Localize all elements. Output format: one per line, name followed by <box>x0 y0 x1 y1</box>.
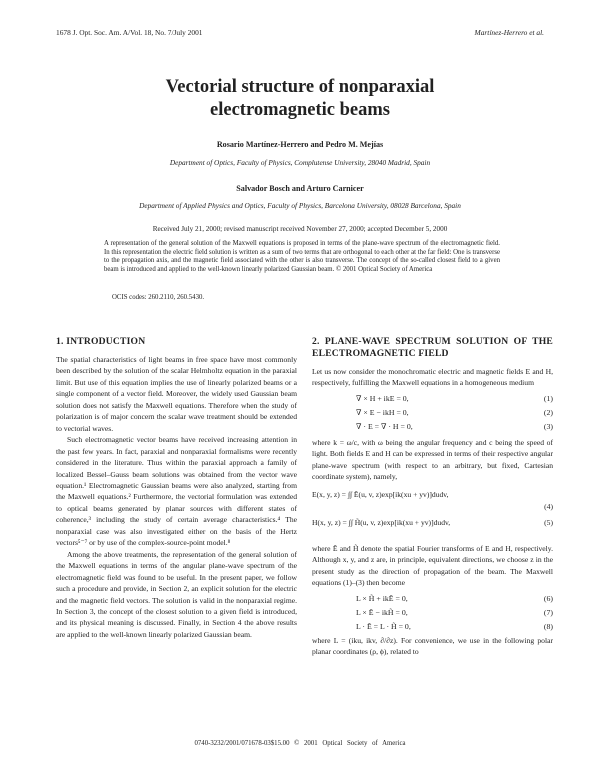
equation-2-body: ∇ × E − ikH = 0, <box>356 407 409 417</box>
equation-5 <box>312 511 553 539</box>
equation-6 <box>312 593 553 607</box>
received-dates: Received July 21, 2000; revised manuscript received November 27, 2000; accepted December 5, 2000 <box>152 225 448 233</box>
equation-5-body: H(x, y, z) = ∫∫ H̃(u, v, z)exp[ik(xu + yv)]dudv, <box>312 517 451 527</box>
authors-group-2: Salvador Bosch and Arturo Carnicer <box>236 184 364 193</box>
equation-3-number: (3) <box>543 421 553 431</box>
right-column <box>312 336 553 657</box>
section-2-paragraph-3: where Ẽ and H̃ denote the spatial Fourier transforms of E and H, respectively. Although x, y, and z are, in principle, equivalent directions, we choose z in the present study as the direction of propagation of the beam. The Maxwell equations (1)–(3) then become <box>312 543 553 588</box>
equation-3-body: ∇ · E = ∇ · H = 0, <box>356 421 413 431</box>
equation-7-number: (7) <box>543 607 553 617</box>
running-header <box>56 28 544 40</box>
equation-5-number: (5) <box>544 517 553 527</box>
title-line-1: Vectorial structure of nonparaxial <box>165 77 435 97</box>
equation-6-number: (6) <box>543 593 553 603</box>
section-2-heading: 2. PLANE-WAVE SPECTRUM SOLUTION OF THE ELECTROMAGNETIC FIELD <box>312 336 553 359</box>
equation-2 <box>312 407 553 421</box>
ocis-codes: OCIS codes: 260.2110, 260.5430. <box>112 294 205 301</box>
equation-1 <box>312 393 553 407</box>
equation-4 <box>312 483 553 511</box>
journal-citation: 1678 J. Opt. Soc. Am. A/Vol. 18, No. 7/July 2001 <box>56 28 203 37</box>
equation-2-number: (2) <box>543 407 553 417</box>
equation-7 <box>312 607 553 621</box>
equation-1-body: ∇ × H + ikE = 0, <box>356 393 409 403</box>
left-column <box>56 336 297 640</box>
equation-4-number: (4) <box>544 501 553 511</box>
equation-8 <box>312 621 553 635</box>
intro-paragraph-3: Among the above treatments, the representation of the general solution of the Maxwell equations in terms of the angular plane-wave spectrum of the electromagnetic field was found to be useful. In the present paper, we follow such a procedure and provide, in Section 2, an explicit solution for the electric and the magnetic field vectors. The solution is valid in the nonparaxial regime. In Section 3, the concept of the closest solution to a given field is introduced, and its physical meaning is discussed. Finally, in Section 4 the above results are applied to the well-known linearly polarized Gaussian beam. <box>56 549 297 639</box>
affiliation-1: Department of Optics, Faculty of Physics, Complutense University, 28040 Madrid, Spain <box>169 158 431 167</box>
section-1-heading: 1. INTRODUCTION <box>56 336 146 347</box>
equation-8-number: (8) <box>543 621 553 631</box>
intro-paragraph-2: Such electromagnetic vector beams have received increasing attention in the past few years. In fact, paraxial and nonparaxial formalisms were recently considered in the literature. Thus within the paraxial approach a family of localized Bessel–Gauss beam solutions was obtained from the vector wave equation.¹ Electromagnetic Gaussian beams were also analyzed, starting from the Maxwell equations.² Furthermore, the vectorial formulation was extended to optical beams generated by planar sources with different states of coherence,³ including the study of certain average characteristics.⁴ The nonparaxial case was also investigated either on the basis of the Hertz vectors⁵⁻⁷ or by use of the complex-source-point model.⁸ <box>56 435 297 548</box>
authors-group-1: Rosario Martínez-Herrero and Pedro M. Mejías <box>216 140 384 149</box>
equation-3 <box>312 421 553 435</box>
section-2-paragraph-4: where L = (iku, ikv, ∂/∂z). For convenience, we use in the following polar planar coordinates (ρ, ϕ), related to <box>312 635 553 656</box>
equation-7-body: L × Ẽ − ikH̃ = 0, <box>356 607 408 617</box>
affiliation-2: Department of Applied Physics and Optics, Faculty of Physics, Barcelona University, 08028 Barcelona, Spain <box>139 201 461 210</box>
equation-4-body: E(x, y, z) = ∫∫ Ẽ(u, v, z)exp[ik(xu + yv)]dudv, <box>312 489 449 499</box>
equation-6-body: L × H̃ + ikẼ = 0, <box>356 593 408 603</box>
abstract: A representation of the general solution of the Maxwell equations is proposed in terms of the plane-wave spectrum of the electromagnetic field. In this representation the electric field solution is written as a sum of two terms that are orthogonal to each other at the far field: One is transverse to the propagation axis, and the magnetic field associated with the other is also transverse. The concept of the so-called closest field to a given beam is introduced and applied to the well-known linearly polarized Gaussian beam. © 2001 Optical Society of America <box>104 240 500 273</box>
intro-paragraph-1: The spatial characteristics of light beams in free space have most commonly been described by the solution of the scalar Helmholtz equation in the paraxial limit. But use of this equation implies the use of linearly polarized beams or a single component of a vector field. Moreover, the widely used Gaussian beam solution does not satisfy the Maxwell equations. Therefore when the study of polarization is of major concern the scalar wave treatment should be extended to vectorial waves. <box>56 355 297 433</box>
section-2-paragraph-2: where k = ω/c, with ω being the angular frequency and c being the speed of light. Both fields E and H can be expressed in terms of their respective angular plane-wave spectrum (with respect to an arbitrary, but fixed, Cartesian coordinate system), namely, <box>312 437 553 482</box>
equation-1-number: (1) <box>543 393 553 403</box>
page-footer: 0740-3232/2001/071678-03$15.00 © 2001 Optical Society of America <box>194 740 406 747</box>
paper-title <box>60 76 540 122</box>
equation-8-body: L · Ẽ = L · H̃ = 0, <box>356 621 411 631</box>
running-author: Martínez-Herrero et al. <box>474 28 544 37</box>
title-line-2: electromagnetic beams <box>210 100 390 120</box>
section-2-paragraph-1: Let us now consider the monochromatic electric and magnetic fields E and H, respectively, fulfilling the Maxwell equations in a homogeneous medium <box>312 367 553 388</box>
